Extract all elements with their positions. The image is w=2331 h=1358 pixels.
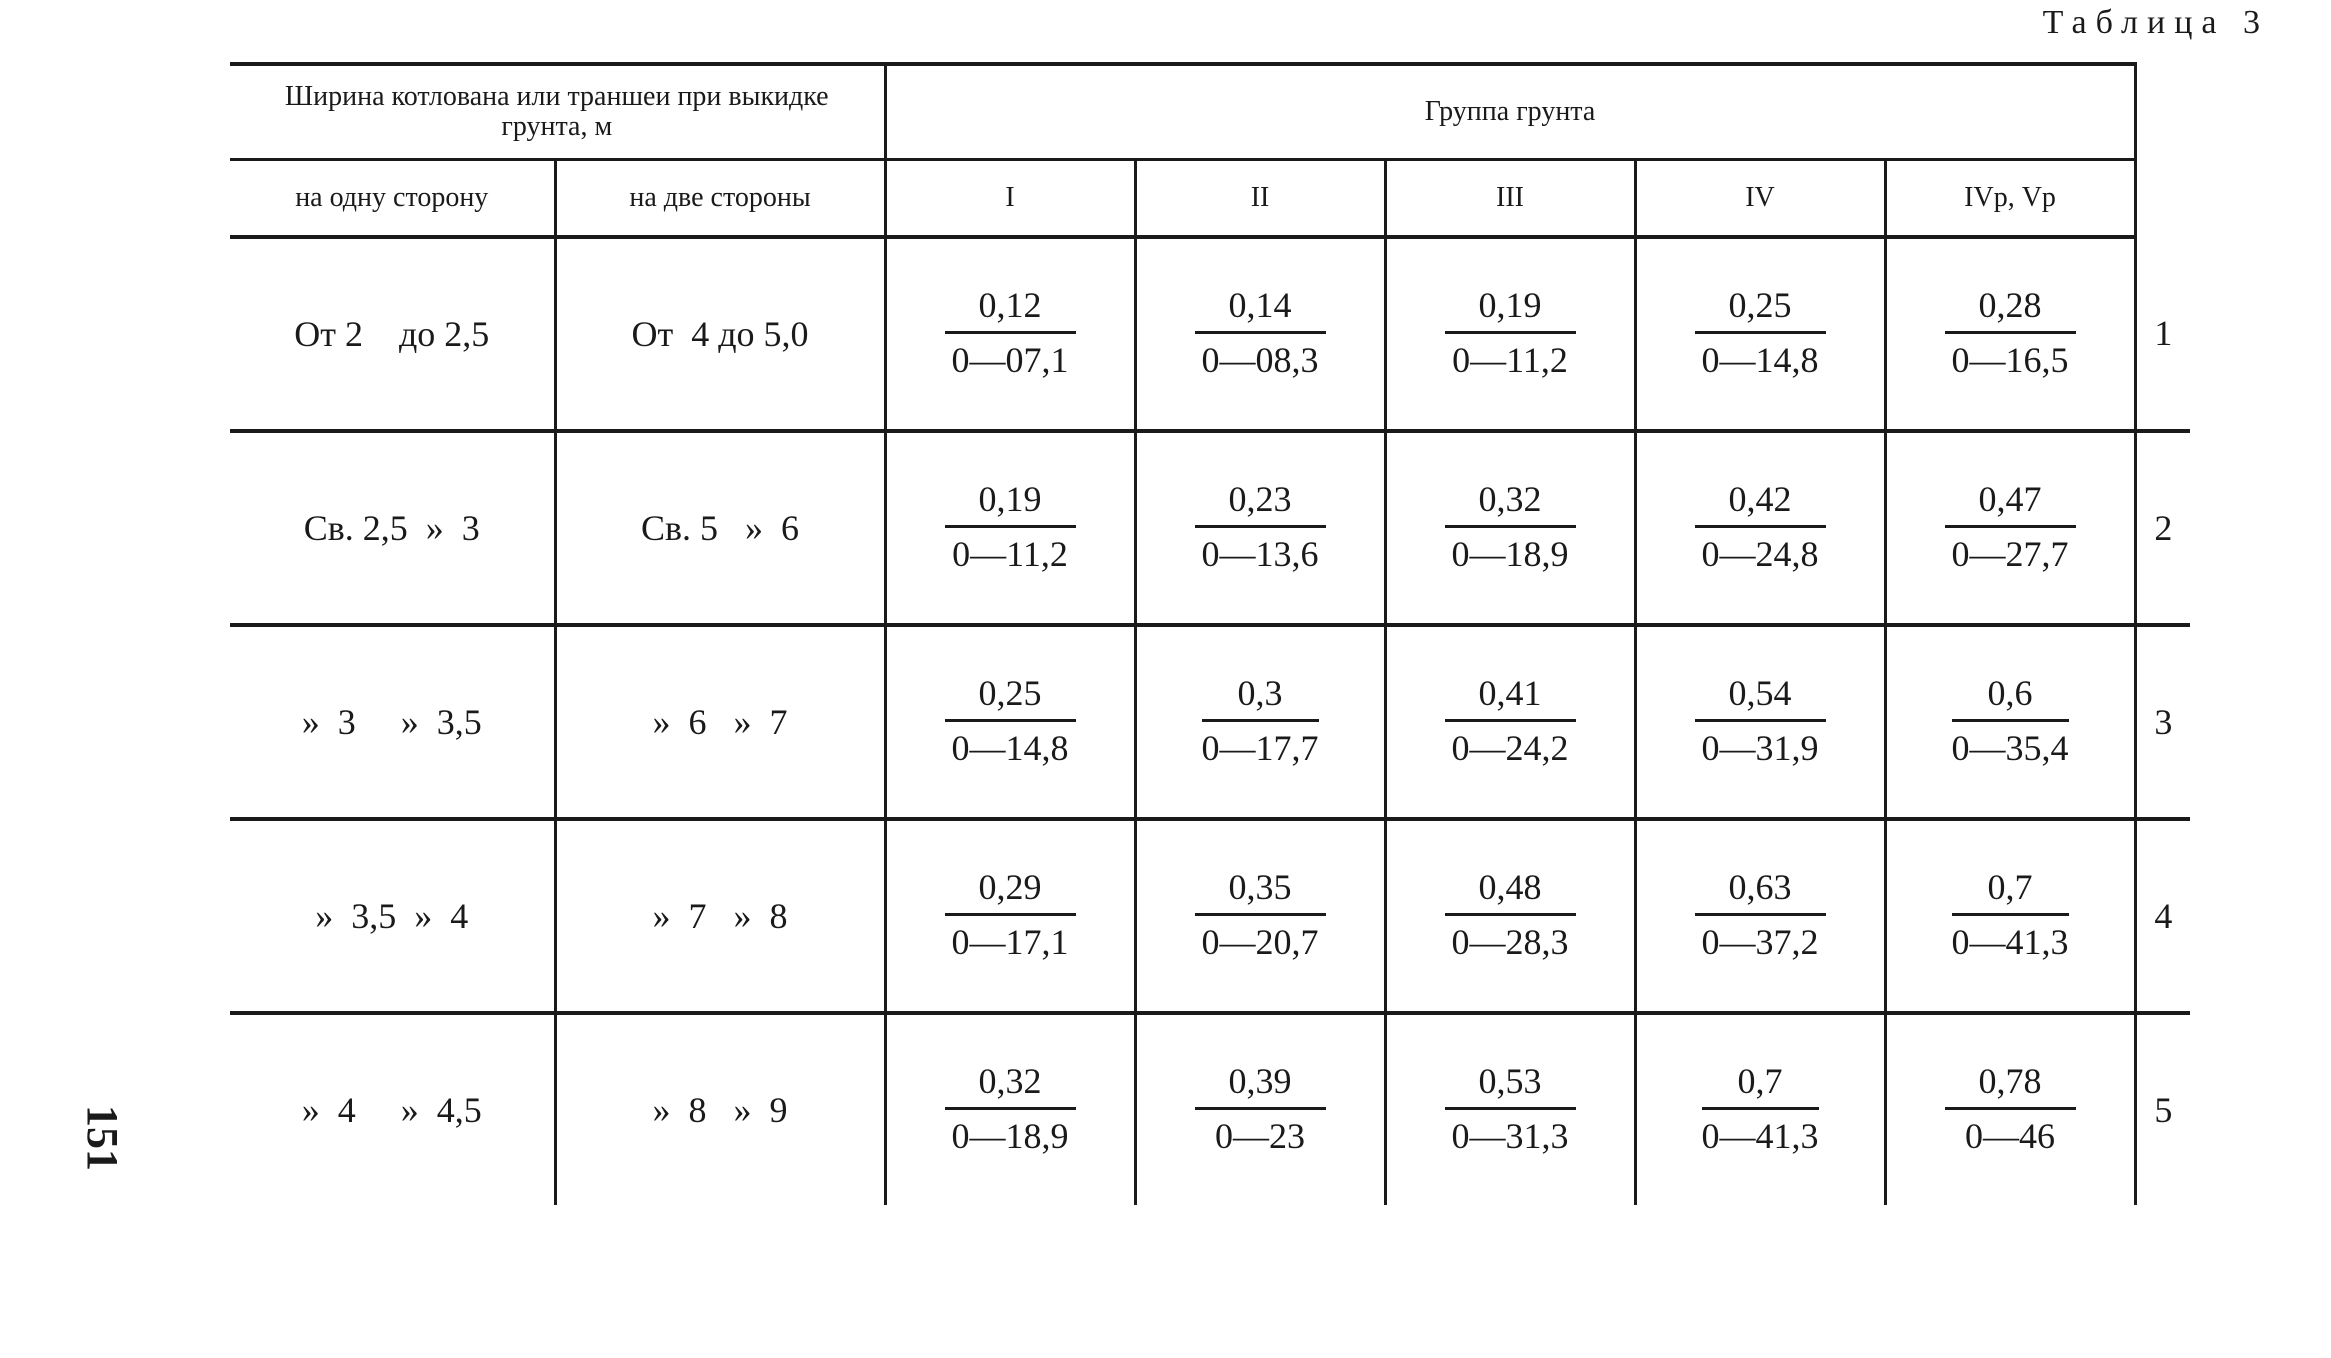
value-cell xyxy=(1885,237,2135,431)
fraction-numerator: 0,25 xyxy=(1695,287,1826,334)
soil-group-header: Группа грунта xyxy=(885,64,2135,160)
fraction xyxy=(1195,287,1326,378)
fraction-numerator: 0,7 xyxy=(1952,869,2069,916)
table-row xyxy=(230,237,2190,431)
fraction-numerator: 0,41 xyxy=(1445,675,1576,722)
fraction-numerator: 0,53 xyxy=(1445,1063,1576,1110)
fraction-denominator: 0—23 xyxy=(1215,1116,1306,1156)
value-cell xyxy=(1635,237,1885,431)
value-cell xyxy=(1385,625,1635,819)
one-side-range: От 2 до 2,5 xyxy=(230,237,555,431)
fraction-numerator: 0,35 xyxy=(1195,869,1326,916)
fraction xyxy=(1445,287,1576,378)
value-cell xyxy=(885,819,1135,1013)
fraction-numerator: 0,12 xyxy=(945,287,1076,334)
value-cell xyxy=(1635,819,1885,1013)
fraction-numerator: 0,29 xyxy=(945,869,1076,916)
fraction xyxy=(1945,1063,2076,1154)
row-number: 2 xyxy=(2135,431,2190,625)
fraction-numerator: 0,78 xyxy=(1945,1063,2076,1110)
fraction-numerator: 0,63 xyxy=(1695,869,1826,916)
fraction-numerator: 0,32 xyxy=(1445,481,1576,528)
fraction-numerator: 0,42 xyxy=(1695,481,1826,528)
fraction-denominator: 0—20,7 xyxy=(1201,922,1319,962)
table-row xyxy=(230,819,2190,1013)
two-sides-range: От 4 до 5,0 xyxy=(555,237,885,431)
fraction-denominator: 0—28,3 xyxy=(1451,922,1569,962)
table-row xyxy=(230,1013,2190,1205)
fraction xyxy=(945,1063,1076,1154)
fraction xyxy=(945,481,1076,572)
two-sides-header: на две стороны xyxy=(555,160,885,238)
value-cell xyxy=(1385,237,1635,431)
value-cell xyxy=(1635,431,1885,625)
fraction-denominator: 0—17,1 xyxy=(951,922,1069,962)
value-cell xyxy=(885,431,1135,625)
fraction-denominator: 0—18,9 xyxy=(951,1116,1069,1156)
group-header-2: II xyxy=(1135,160,1385,238)
fraction xyxy=(1445,1063,1576,1154)
table-row xyxy=(230,431,2190,625)
row-number: 5 xyxy=(2135,1013,2190,1205)
fraction-denominator: 0—18,9 xyxy=(1451,534,1569,574)
fraction xyxy=(945,869,1076,960)
fraction xyxy=(1445,869,1576,960)
header-row-2 xyxy=(230,160,2190,238)
norms-table xyxy=(230,62,2190,1205)
fraction xyxy=(1695,481,1826,572)
two-sides-range: » 7 » 8 xyxy=(555,819,885,1013)
value-cell xyxy=(1885,819,2135,1013)
one-side-range: Св. 2,5 » 3 xyxy=(230,431,555,625)
table-row xyxy=(230,625,2190,819)
value-cell xyxy=(1385,819,1635,1013)
group-header-1: I xyxy=(885,160,1135,238)
fraction-numerator: 0,48 xyxy=(1445,869,1576,916)
fraction-denominator: 0—35,4 xyxy=(1951,728,2069,768)
row-number: 3 xyxy=(2135,625,2190,819)
fraction xyxy=(945,675,1076,766)
value-cell xyxy=(1885,625,2135,819)
two-sides-range: » 6 » 7 xyxy=(555,625,885,819)
fraction-numerator: 0,19 xyxy=(945,481,1076,528)
fraction xyxy=(1445,481,1576,572)
one-side-range: » 4 » 4,5 xyxy=(301,1090,482,1130)
fraction-denominator: 0—24,8 xyxy=(1701,534,1819,574)
fraction-denominator: 0—46 xyxy=(1965,1116,2056,1156)
one-side-range: » 3,5 » 4 xyxy=(230,819,555,1013)
fraction-denominator: 0—13,6 xyxy=(1201,534,1319,574)
fraction xyxy=(1952,869,2069,960)
value-cell xyxy=(1135,431,1385,625)
group-header-3: III xyxy=(1385,160,1635,238)
header-row-1 xyxy=(230,64,2190,160)
two-sides-range: Св. 5 » 6 xyxy=(555,431,885,625)
fraction-denominator: 0—37,2 xyxy=(1701,922,1819,962)
fraction xyxy=(1195,481,1326,572)
value-cell xyxy=(1385,1013,1635,1205)
fraction-numerator: 0,23 xyxy=(1195,481,1326,528)
value-cell xyxy=(1135,625,1385,819)
fraction xyxy=(1195,869,1326,960)
fraction-denominator: 0—24,2 xyxy=(1451,728,1569,768)
value-cell xyxy=(1885,1013,2135,1205)
fraction-numerator: 0,7 xyxy=(1702,1063,1819,1110)
fraction xyxy=(1202,675,1319,766)
two-sides-range: » 8 » 9 xyxy=(555,1013,885,1205)
fraction-numerator: 0,19 xyxy=(1445,287,1576,334)
fraction-denominator: 0—16,5 xyxy=(1951,340,2069,380)
row-number-header xyxy=(2135,64,2190,237)
fraction xyxy=(1945,287,2076,378)
fraction-denominator: 0—27,7 xyxy=(1951,534,2069,574)
value-cell xyxy=(1635,625,1885,819)
one-side-header: на одну сторону xyxy=(230,160,555,238)
value-cell xyxy=(1135,819,1385,1013)
fraction-denominator: 0—11,2 xyxy=(952,534,1068,574)
one-side-range: » 3 » 3,5 xyxy=(230,625,555,819)
fraction-numerator: 0,47 xyxy=(1945,481,2076,528)
fraction-numerator: 0,32 xyxy=(945,1063,1076,1110)
fraction-denominator: 0—41,3 xyxy=(1951,922,2069,962)
fraction-denominator: 0—17,7 xyxy=(1201,728,1319,768)
fraction-denominator: 0—07,1 xyxy=(951,340,1069,380)
fraction-numerator: 0,28 xyxy=(1945,287,2076,334)
value-cell xyxy=(1885,431,2135,625)
fraction xyxy=(1195,1063,1326,1154)
value-cell xyxy=(885,237,1135,431)
fraction-denominator: 0—31,9 xyxy=(1701,728,1819,768)
fraction xyxy=(1695,869,1826,960)
group-header-5: IVр, Vр xyxy=(1885,160,2135,238)
fraction-denominator: 0—08,3 xyxy=(1201,340,1319,380)
fraction-numerator: 0,6 xyxy=(1952,675,2069,722)
fraction-denominator: 0—11,2 xyxy=(1452,340,1568,380)
row-number: 4 xyxy=(2135,819,2190,1013)
table-body xyxy=(230,237,2190,1205)
fraction xyxy=(1702,1063,1819,1154)
table-caption: Таблица 3 xyxy=(2042,4,2269,41)
fraction-denominator: 0—31,3 xyxy=(1451,1116,1569,1156)
fraction-numerator: 0,39 xyxy=(1195,1063,1326,1110)
value-cell xyxy=(885,625,1135,819)
fraction-denominator: 0—14,8 xyxy=(1701,340,1819,380)
fraction-denominator: 0—41,3 xyxy=(1701,1116,1819,1156)
value-cell xyxy=(1635,1013,1885,1205)
fraction xyxy=(945,287,1076,378)
value-cell xyxy=(1385,431,1635,625)
fraction xyxy=(1945,481,2076,572)
fraction xyxy=(1695,287,1826,378)
row-number: 1 xyxy=(2135,237,2190,431)
page-number: 151 xyxy=(78,1105,127,1171)
fraction-numerator: 0,14 xyxy=(1195,287,1326,334)
fraction-numerator: 0,25 xyxy=(945,675,1076,722)
width-header: Ширина котлована или траншеи при выкидке грунта, м xyxy=(230,64,885,160)
group-header-4: IV xyxy=(1635,160,1885,238)
value-cell xyxy=(1135,237,1385,431)
value-cell xyxy=(1135,1013,1385,1205)
fraction-numerator: 0,54 xyxy=(1695,675,1826,722)
fraction-numerator: 0,3 xyxy=(1202,675,1319,722)
fraction xyxy=(1695,675,1826,766)
fraction-denominator: 0—14,8 xyxy=(951,728,1069,768)
fraction xyxy=(1952,675,2069,766)
fraction xyxy=(1445,675,1576,766)
value-cell xyxy=(885,1013,1135,1205)
